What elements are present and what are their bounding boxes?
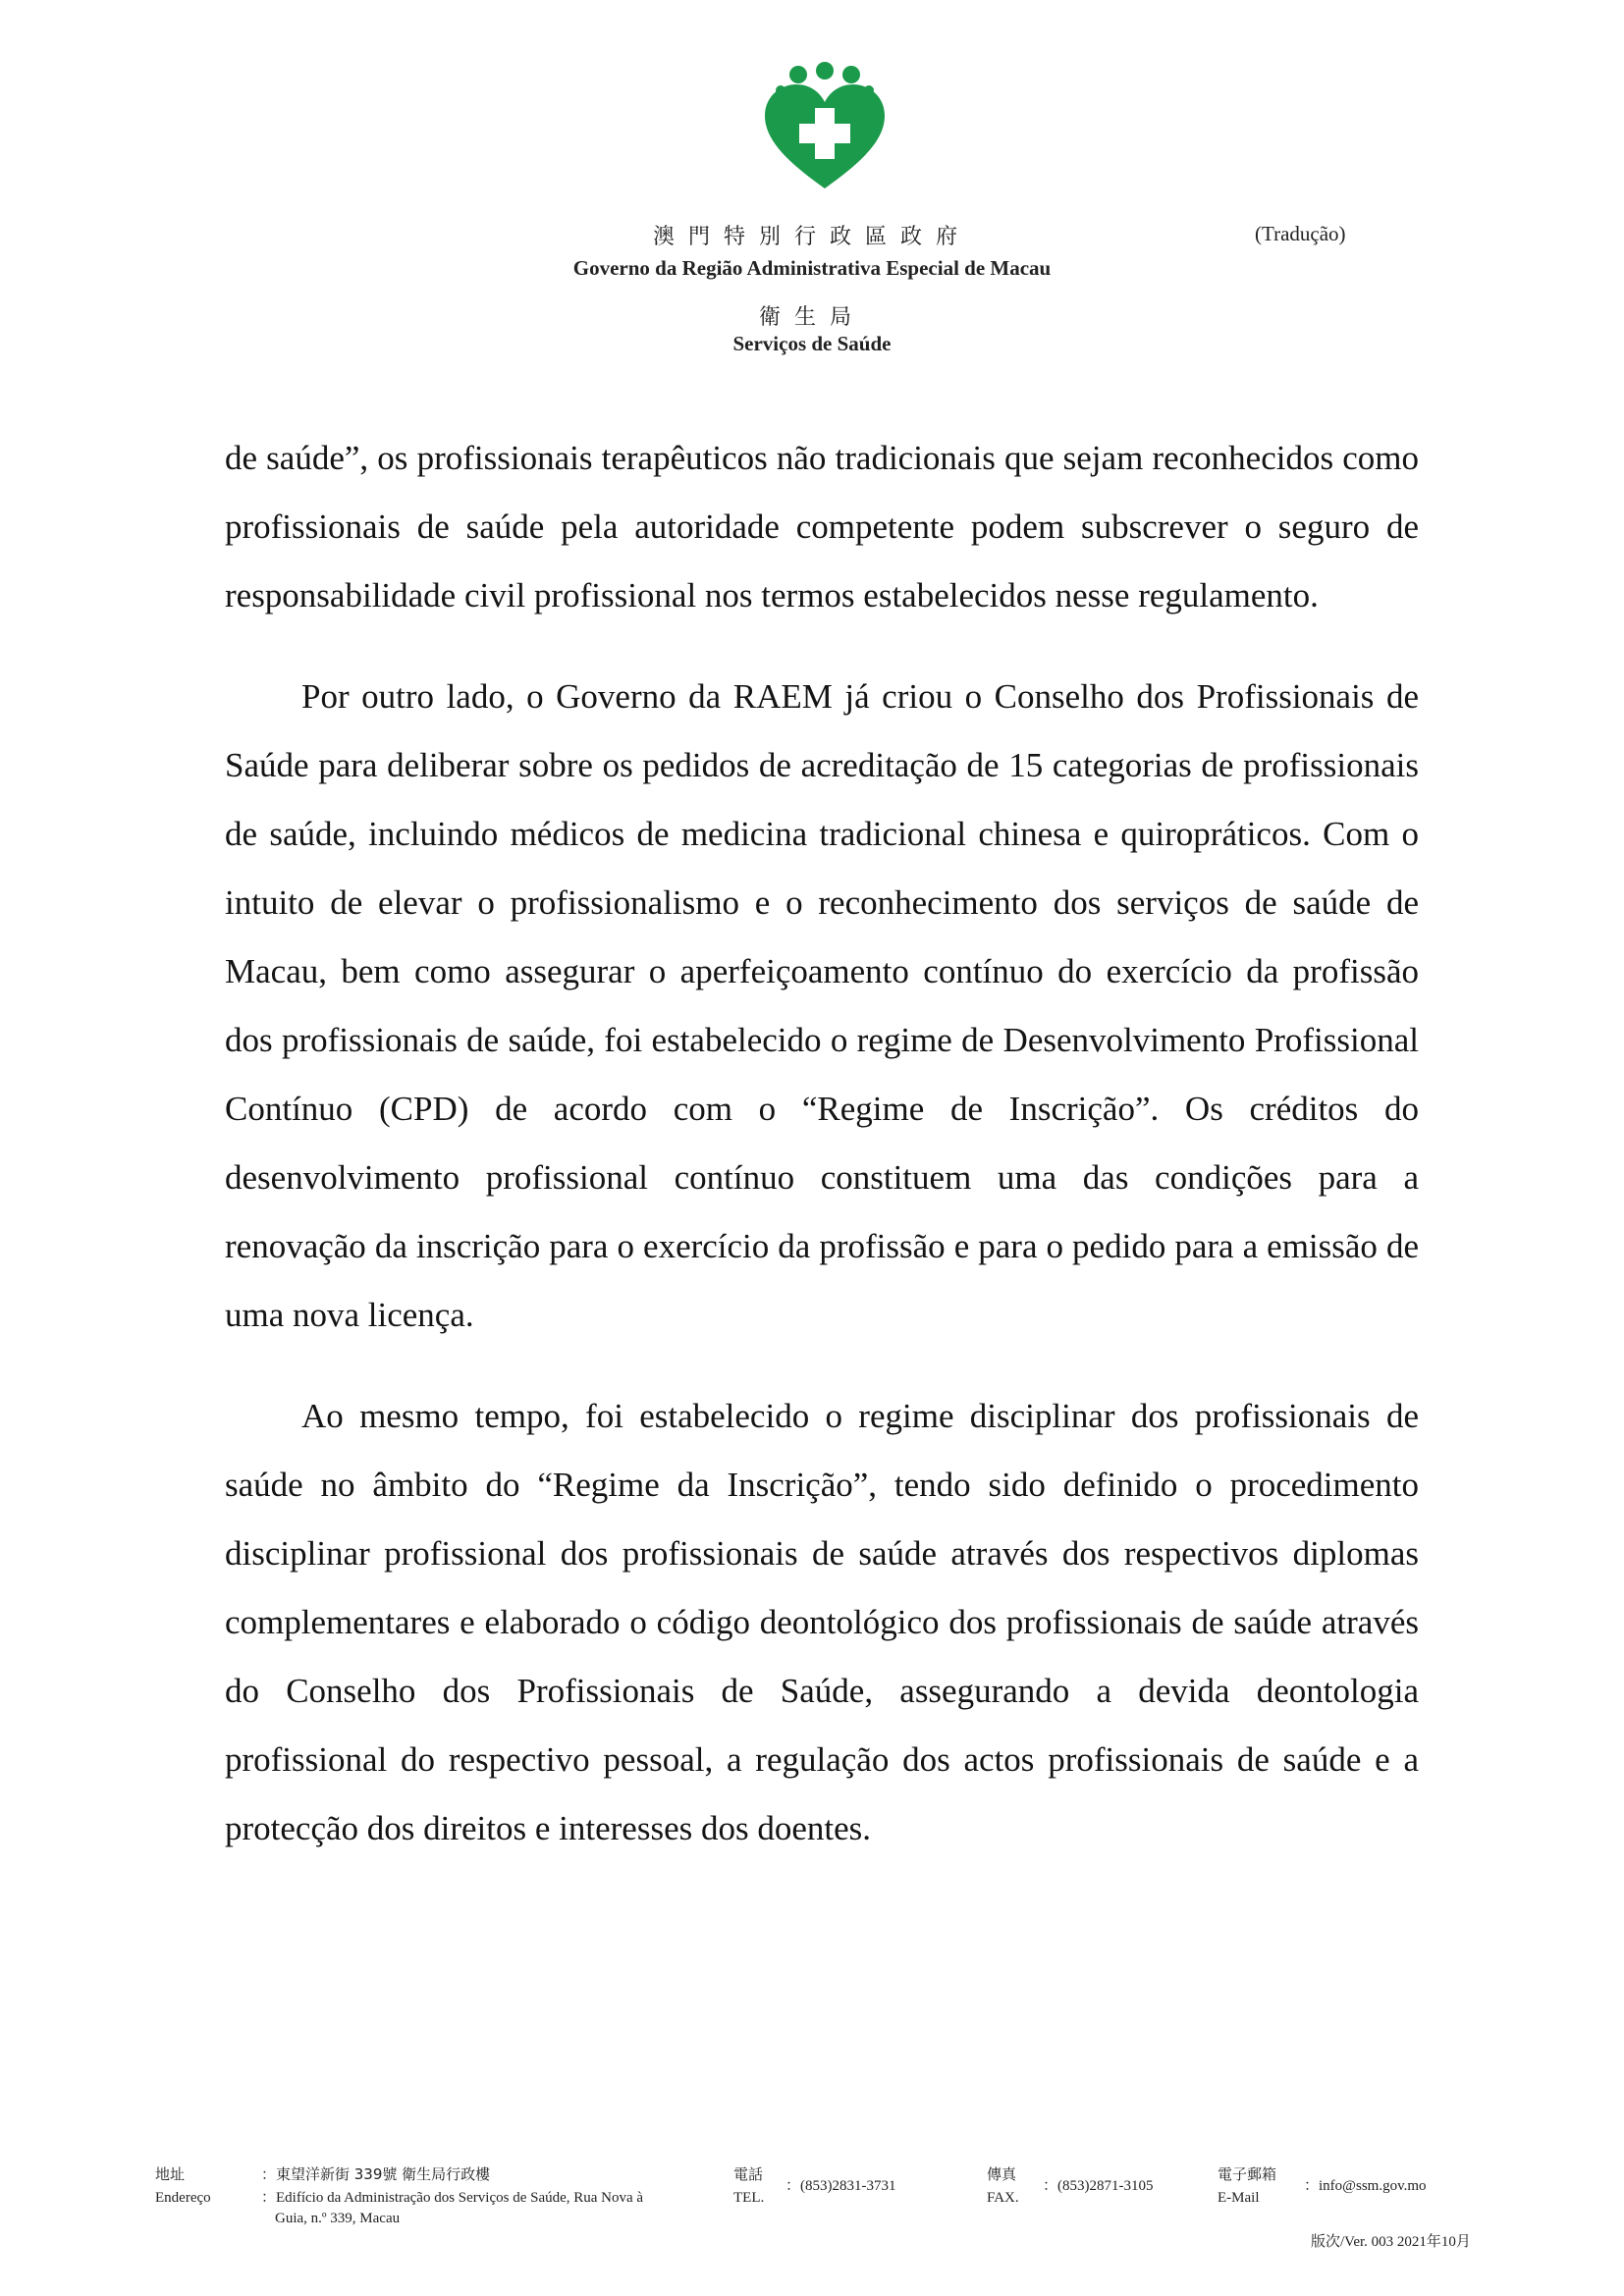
government-name-portuguese: Governo da Região Administrativa Especial de Macau bbox=[572, 256, 1052, 280]
fax-number: ：(853)2871-3105 bbox=[1043, 2178, 1154, 2194]
department-name-portuguese: Serviços de Saúde bbox=[732, 332, 892, 355]
paragraph-1: de saúde”, os profissionais terapêuticos não tradicionais que sejam reconhecidos como profissionais de saúde pela autoridade competente podem subscrever o seguro de responsabilidade civil profissional nos termos estabelecidos nesse regulamento. bbox=[225, 439, 1419, 614]
version-info: 版次/Ver. 003 2021年10月 bbox=[1311, 2234, 1471, 2250]
ssm-logo-heart-cross-icon bbox=[761, 61, 889, 193]
department-name-chinese: 衛生局 bbox=[758, 305, 865, 330]
tel-label-en: TEL. bbox=[733, 2190, 765, 2206]
email-address[interactable]: ：info@ssm.gov.mo bbox=[1304, 2178, 1427, 2194]
fax-label-en: FAX. bbox=[987, 2190, 1019, 2206]
address-chinese: ：東望洋新街 339號 衛生局行政樓 bbox=[261, 2165, 491, 2183]
address-label-pt: Endereço bbox=[155, 2190, 211, 2206]
translation-note: (Tradução) bbox=[1255, 222, 1346, 245]
address-portuguese-line-1: ：Edifício da Administração dos Serviços de Saúde, Rua Nova à bbox=[261, 2190, 644, 2206]
government-name-chinese: 澳門特別行政區政府 bbox=[652, 225, 971, 249]
paragraph-2: Por outro lado, o Governo da RAEM já criou o Conselho dos Profissionais de Saúde para deliberar sobre os pedidos de acreditação de 15 categorias de profissionais de saúde, incluindo médicos de medicina tradicional chinesa e quiropráticos. Com o intuito de elevar o profissionalismo e o reconhecimento dos serviços de saúde de Macau, bem como assegurar o aperfeiçoamento contínuo do exercício da profissão dos profissionais de saúde, foi estabelecido o regime de Desenvolvimento Profissional Contínuo (CPD) de acordo com o “Regime de Inscrição”. Os créditos do desenvolvimento profissional contínuo constituem uma das condições para a renovação da inscrição para o exercício da profissão e para o pedido para a emissão de uma nova licença. bbox=[225, 677, 1419, 1334]
paragraph-3: Ao mesmo tempo, foi estabelecido o regime disciplinar dos profissionais de saúde no âmbito do “Regime da Inscrição”, tendo sido definido o procedimento disciplinar profissional dos profissionais de saúde através dos respectivos diplomas complementares e elaborado o código deontológico dos profissionais de saúde através do Conselho dos Profissionais de Saúde, assegurando a devida deontologia profissional do respectivo pessoal, a regulação dos actos profissionais de saúde e a protecção dos direitos e interesses dos doentes. bbox=[225, 1397, 1419, 1847]
tel-label-zh: 電話 bbox=[733, 2165, 764, 2183]
address-label-zh: 地址 bbox=[155, 2165, 186, 2183]
page-footer bbox=[0, 2164, 1624, 2282]
email-label-en: E-Mail bbox=[1218, 2190, 1260, 2206]
address-portuguese-line-2: Guia, n.º 339, Macau bbox=[275, 2211, 401, 2226]
email-label-zh: 電子郵箱 bbox=[1218, 2165, 1277, 2183]
document-body bbox=[225, 424, 1419, 1896]
tel-number: ：(853)2831-3731 bbox=[785, 2178, 896, 2194]
fax-label-zh: 傳真 bbox=[987, 2165, 1017, 2183]
